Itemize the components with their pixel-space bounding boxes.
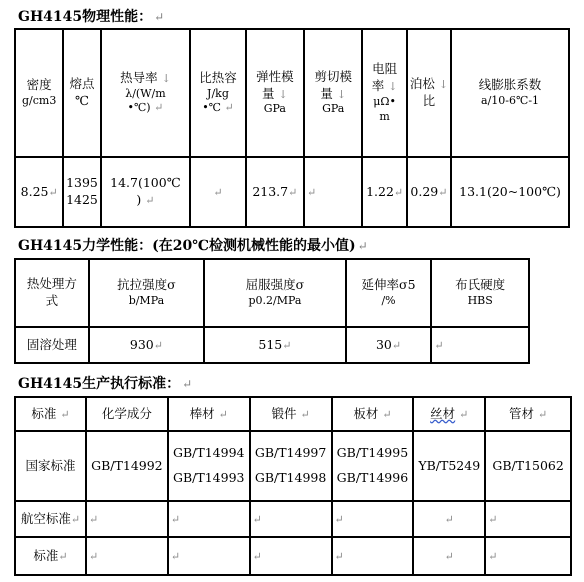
aviation-standard-label: 航空标准↵: [15, 501, 86, 537]
header-forging: 锻件 ↵: [250, 397, 332, 431]
other-standard-row: [15, 537, 571, 575]
header-standard: 标准 ↵: [15, 397, 86, 431]
header-shear-modulus: 剪切模 量 ↓ GPa: [304, 29, 362, 157]
aviation-plate: ↵: [332, 501, 414, 537]
header-elastic-modulus: 弹性模 量 ↓ GPa: [246, 29, 304, 157]
other-bar: ↵: [168, 537, 250, 575]
header-wire: 丝材 ↵: [413, 397, 485, 431]
mechanical-properties-title: GH4145力学性能：(在20℃检测机械性能的最小值): [18, 238, 356, 254]
national-plate: GB/T14995 GB/T14996: [332, 431, 414, 501]
header-density: 密度 g/cm3: [15, 29, 63, 157]
header-poisson-ratio: 泊松 ↓ 比: [407, 29, 451, 157]
value-heat-treatment: 固溶处理: [15, 327, 89, 363]
other-plate: ↵: [332, 537, 414, 575]
other-forging: ↵: [250, 537, 332, 575]
header-linear-expansion: 线膨胀系数 a/10-6℃-1: [451, 29, 569, 157]
value-elastic-modulus: 213.7↵: [246, 157, 304, 227]
return-mark: ↵: [182, 377, 193, 391]
value-brinell-hardness: ↵: [431, 327, 529, 363]
header-tube: 管材 ↵: [485, 397, 571, 431]
mechanical-properties-table: [14, 258, 530, 364]
mechanical-properties-heading: [18, 235, 368, 255]
aviation-wire: ↵: [413, 501, 485, 537]
value-melting-point: 1395 1425: [63, 157, 100, 227]
national-chemical: GB/T14992: [86, 431, 168, 501]
standards-header-row: [15, 397, 571, 431]
aviation-bar: ↵: [168, 501, 250, 537]
other-wire: ↵: [413, 537, 485, 575]
mechanical-values-row: [15, 327, 529, 363]
value-resistivity: 1.22↵: [362, 157, 406, 227]
aviation-chemical: ↵: [86, 501, 168, 537]
standards-heading: [18, 373, 192, 393]
aviation-forging: ↵: [250, 501, 332, 537]
header-plate: 板材 ↵: [332, 397, 414, 431]
header-elongation: 延伸率σ5 /%: [346, 259, 432, 327]
value-yield-strength: 515↵: [204, 327, 346, 363]
header-thermal-conductivity: 热导率 ↓ λ/(W/m •℃) ↵: [101, 29, 191, 157]
header-yield-strength: 屈服强度σ p0.2/MPa: [204, 259, 346, 327]
physical-header-row: [15, 29, 569, 157]
national-standard-row: [15, 431, 571, 501]
other-tube: ↵: [485, 537, 571, 575]
header-melting-point: 熔点 ℃: [63, 29, 100, 157]
value-elongation: 30↵: [346, 327, 432, 363]
national-standard-label: 国家标准: [15, 431, 86, 501]
return-mark: ↵: [357, 239, 368, 253]
national-forging: GB/T14997 GB/T14998: [250, 431, 332, 501]
aviation-standard-row: [15, 501, 571, 537]
value-density: 8.25↵: [15, 157, 63, 227]
national-wire: YB/T5249: [413, 431, 485, 501]
return-mark: ↵: [154, 10, 165, 24]
physical-values-row: [15, 157, 569, 227]
physical-properties-table: [14, 28, 570, 228]
header-brinell-hardness: 布氏硬度 HBS: [431, 259, 529, 327]
other-chemical: ↵: [86, 537, 168, 575]
value-shear-modulus: ↵: [304, 157, 362, 227]
header-specific-heat: 比热容 J/kg •℃ ↵: [190, 29, 245, 157]
national-tube: GB/T15062: [485, 431, 571, 501]
header-chemical-composition: 化学成分: [86, 397, 168, 431]
other-standard-label: 标准↵: [15, 537, 86, 575]
header-heat-treatment: 热处理方 式: [15, 259, 89, 327]
production-standards-table: [14, 396, 572, 576]
aviation-tube: ↵: [485, 501, 571, 537]
value-specific-heat: ↵: [190, 157, 245, 227]
header-tensile-strength: 抗拉强度σ b/MPa: [89, 259, 205, 327]
national-bar: GB/T14994 GB/T14993: [168, 431, 250, 501]
value-poisson-ratio: 0.29↵: [407, 157, 451, 227]
value-linear-expansion: 13.1(20~100℃): [451, 157, 569, 227]
header-resistivity: 电阻 率 ↓ μΩ• m: [362, 29, 406, 157]
mechanical-header-row: [15, 259, 529, 327]
physical-properties-heading: [18, 6, 164, 26]
standards-title: GH4145生产执行标准：: [18, 376, 181, 392]
header-bar: 棒材 ↵: [168, 397, 250, 431]
physical-properties-title: GH4145物理性能：: [18, 9, 153, 25]
value-thermal-conductivity: 14.7(100℃ ) ↵: [101, 157, 191, 227]
value-tensile-strength: 930↵: [89, 327, 205, 363]
